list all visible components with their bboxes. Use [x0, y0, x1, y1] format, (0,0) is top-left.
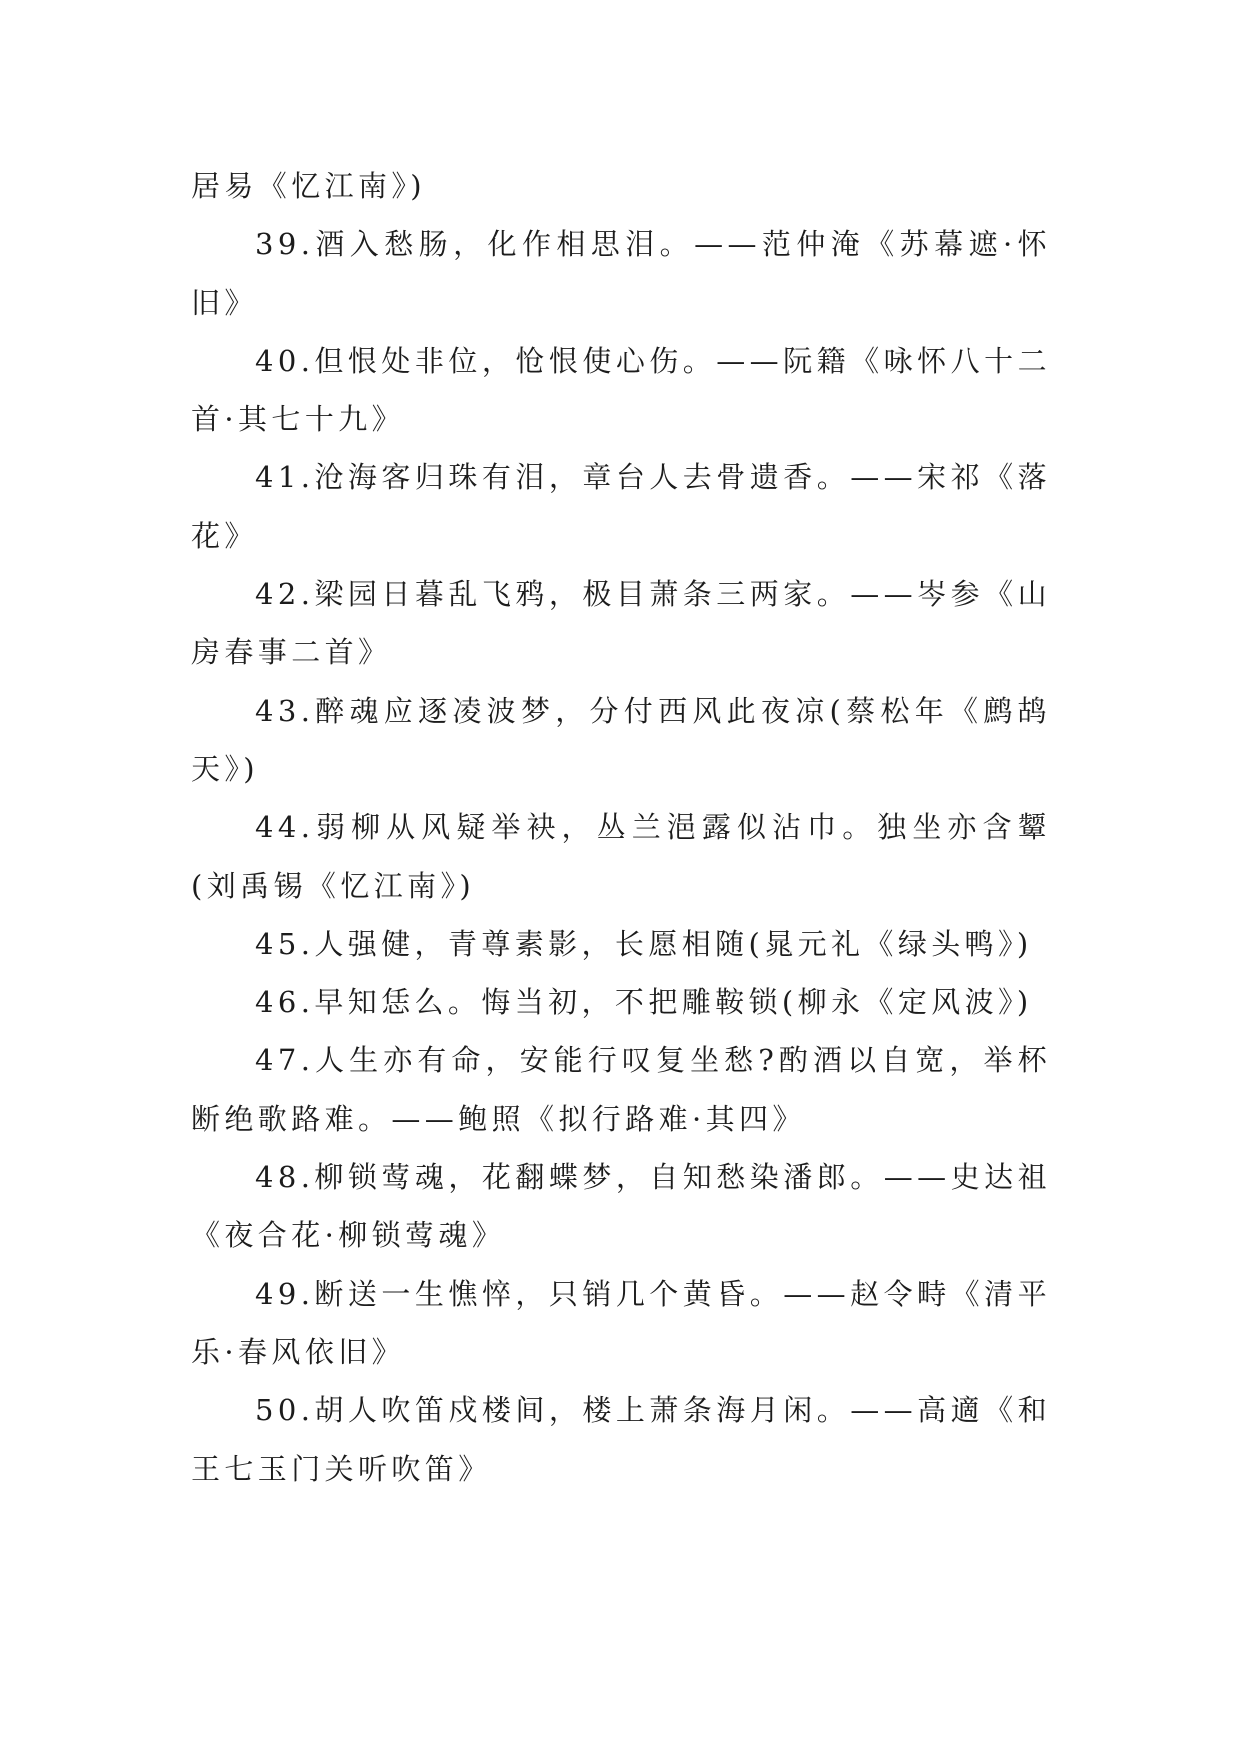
quote-item-50: 50.胡人吹笛戍楼间，楼上萧条海月闲。——高適《和王七玉门关听吹笛》 — [191, 1393, 1051, 1486]
document-body — [191, 157, 1051, 1498]
quote-item-39: 39.酒入愁肠，化作相思泪。——范仲淹《苏幕遮·怀旧》 — [191, 227, 1051, 320]
quote-item-43: 43.醉魂应逐凌波梦，分付西风此夜凉(蔡松年《鹧鸪天》) — [191, 693, 1051, 786]
quote-item-46: 46.早知恁么。悔当初，不把雕鞍锁(柳永《定风波》) — [255, 985, 1033, 1020]
quote-item-40: 40.但恨处非位，怆恨使心伤。——阮籍《咏怀八十二首·其七十九》 — [191, 343, 1051, 437]
quote-item-49: 49.断送一生憔悴，只销几个黄昏。——赵令畤《清平乐·春风依旧》 — [191, 1276, 1051, 1369]
paragraph-continuation: 居易《忆江南》) — [191, 169, 427, 203]
quote-item-47: 47.人生亦有命，安能行叹复坐愁?酌酒以自宽，举杯断绝歌路难。——鲍照《拟行路难·其四》 — [191, 1043, 1051, 1136]
quote-item-42: 42.梁园日暮乱飞鸦，极目萧条三两家。——岑参《山房春事二首》 — [191, 577, 1051, 670]
quote-item-44: 44.弱柳从风疑举袂，丛兰浥露似沾巾。独坐亦含颦(刘禹锡《忆江南》) — [191, 810, 1051, 903]
quote-item-41: 41.沧海客归珠有泪，章台人去骨遗香。——宋祁《落花》 — [191, 460, 1051, 553]
quote-item-45: 45.人强健，青尊素影，长愿相随(晁元礼《绿头鸭》) — [255, 926, 1033, 961]
quote-item-48: 48.柳锁莺魂，花翻蝶梦，自知愁染潘郎。——史达祖《夜合花·柳锁莺魂》 — [191, 1160, 1051, 1253]
